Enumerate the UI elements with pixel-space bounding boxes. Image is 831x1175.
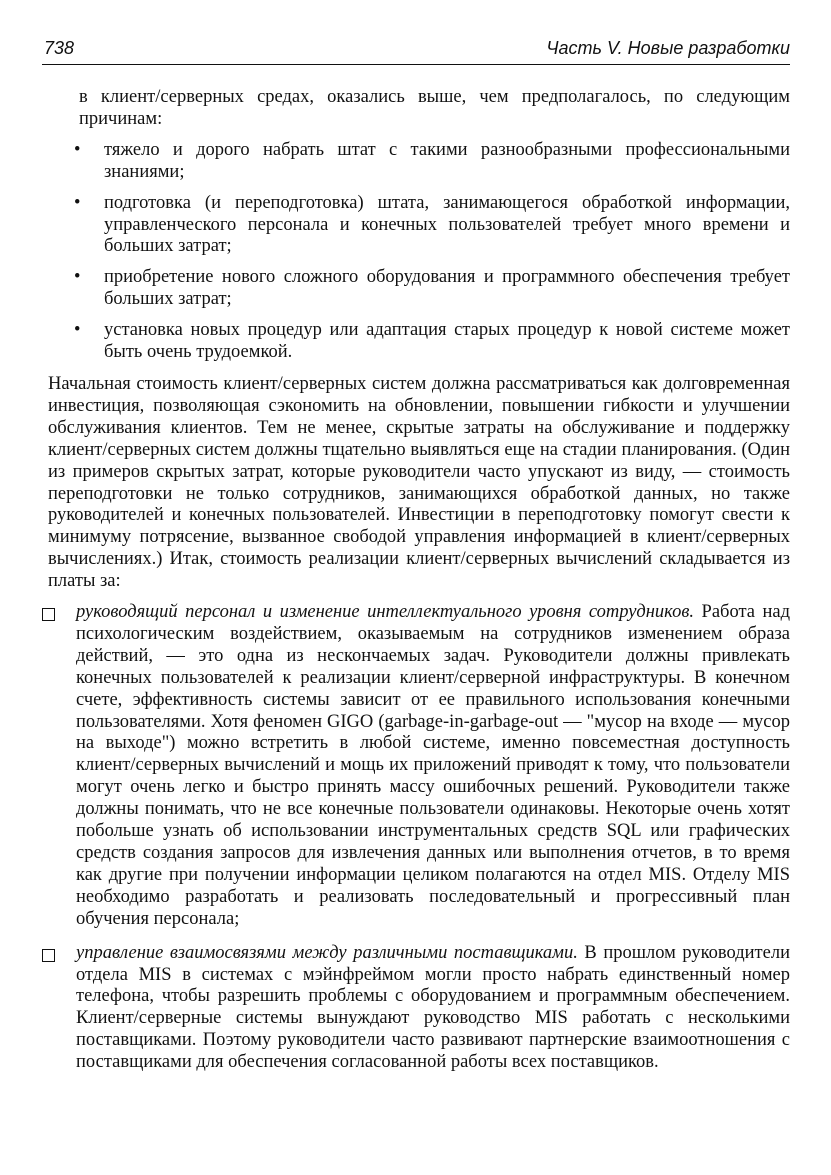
bullet-list bbox=[48, 140, 790, 364]
cost-item-text: В прошлом руководители отдела MIS в системах с мэйнфреймом могли просто набрать единственный номер телефона, чтобы разрешить проблемы с оборудованием и программным обеспечением. Клиент/серверные системы вынуждают руководство MIS работать с несколькими поставщиками. Поэтому руководители часто развивают партнерские взаимоотношения с поставщиками для обеспечения согласованной работы всех поставщиков. bbox=[76, 942, 790, 1073]
cost-item bbox=[48, 943, 790, 1074]
cost-item-term: руководящий персонал и изменение интеллектуального уровня сотрудников. bbox=[76, 602, 695, 623]
bullet-text: тяжело и дорого набрать штат с такими разнообразными профессиональными знаниями; bbox=[104, 139, 790, 182]
checkbox-square-icon bbox=[42, 949, 55, 962]
cost-item bbox=[48, 602, 790, 931]
bullet-item bbox=[48, 320, 790, 364]
checkbox-square-icon bbox=[42, 608, 55, 621]
cost-item-list bbox=[48, 602, 790, 1074]
bullet-icon: • bbox=[74, 192, 81, 213]
bullet-icon: • bbox=[74, 139, 81, 160]
bullet-text: установка новых процедур или адаптация старых процедур к новой системе может быть очень трудоемкой. bbox=[104, 320, 790, 363]
page-header bbox=[42, 38, 790, 65]
running-title: Часть V. Новые разработки bbox=[546, 38, 790, 58]
bullet-icon: • bbox=[74, 320, 81, 341]
cost-item-term: управление взаимосвязями между различными поставщиками. bbox=[76, 942, 578, 963]
page-number: 738 bbox=[44, 38, 75, 58]
page-body bbox=[48, 87, 790, 1086]
bullet-text: приобретение нового сложного оборудования и программного обеспечения требует больших затрат; bbox=[104, 267, 790, 310]
cost-item-text: Работа над психологическим воздействием, оказываемым на сотрудников изменением образа действий, — это одна из нескончаемых задач. Руководители должны привлекать конечных пользователей к реализации клиент/серверной инфраструктуры. В конечном счете, эффективность системы зависит от ее правильного использования конечными пользователями. Хотя феномен GIGO (garbage-in-garbage-out — "мусор на входе — мусор на выходе") можно встретить в любой системе, именно повсеместная доступность клиент/серверных вычислений и мощь их приложений приводят к тому, что пользователи могут очень легко и быстро принять массу ошибочных решений. Руководители также должны понимать, что не все конечные пользователи одинаковы. Некоторые очень хотят побольше узнать об использовании инструментальных средств SQL или графических средств создания запросов для извлечения данных или выполнения отчетов, в то время как другие при получении информации целиком полагаются на отдел MIS. Отделу MIS необходимо разработать и реализовать последовательный и прогрессивный план обучения персонала; bbox=[76, 602, 790, 929]
bullet-item bbox=[48, 267, 790, 311]
bullet-icon: • bbox=[74, 267, 81, 288]
main-paragraph: Начальная стоимость клиент/серверных систем должна рассматриваться как долговременная инвестиция, позволяющая сэкономить на обновлении, повышении гибкости и улучшении обслуживания клиентов. Тем не менее, скрытые затраты на обслуживание и поддержку клиент/серверных систем должны тщательно выявляться еще на стадии планирования. (Один из примеров скрытых затрат, которые руководители часто упускают из виду, — стоимость переподготовки не только сотрудников, занимающихся обработкой данных, но также руководителей и конечных пользователей. Инвестиции в переподготовку помогут свести к минимуму потрясение, вызванное свободой управления информацией в клиент/серверных вычислениях.) Итак, стоимость реализации клиент/серверных вычислений складывается из платы за: bbox=[48, 373, 790, 592]
bullet-text: подготовка (и переподготовка) штата, занимающегося обработкой информации, управленческого персонала и конечных пользователей требует много времени и больших затрат; bbox=[104, 192, 790, 257]
intro-paragraph: в клиент/серверных средах, оказались выше, чем предполагалось, по следующим причинам: bbox=[79, 87, 790, 129]
bullet-item bbox=[48, 193, 790, 259]
bullet-item bbox=[48, 140, 790, 184]
